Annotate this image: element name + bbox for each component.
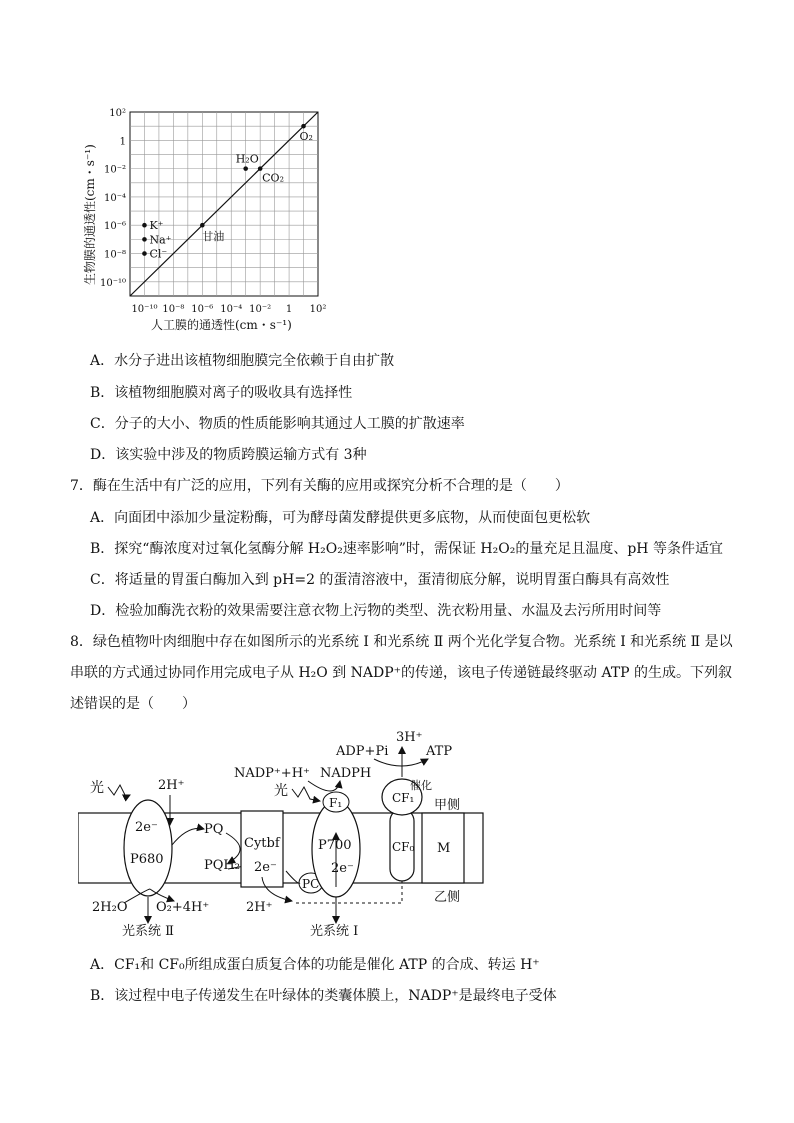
light-label-psii: 光	[90, 780, 104, 796]
data-point	[200, 223, 205, 228]
reference-line	[130, 112, 318, 296]
nadph-label: NADPH	[320, 766, 372, 781]
o2-label: O₂+4H⁺	[156, 900, 210, 915]
point-label: 甘油	[202, 230, 225, 244]
f1-label: F₁	[329, 796, 343, 810]
x-tick-label: 1	[285, 304, 293, 315]
light-label-psi: 光	[274, 783, 288, 799]
photosystem-diagram	[78, 725, 498, 940]
catalyze-label: 催化	[410, 779, 432, 792]
y-tick-label: 10⁻⁴	[103, 192, 126, 204]
light-arrow-psii	[108, 785, 130, 797]
q7-option-a: A．向面团中添加少量淀粉酶，可为酵母菌发酵提供更多底物，从而使面包更松软	[90, 510, 591, 526]
cf0-label: CF₀	[392, 840, 415, 854]
p680-label: P680	[130, 852, 164, 867]
y-tick-label: 10⁻⁶	[103, 221, 126, 233]
psi-electron-label: 2e⁻	[331, 861, 354, 876]
point-label: O₂	[299, 130, 313, 144]
q6-option-a: A．水分子进出该植物细胞膜完全依赖于自由扩散	[90, 353, 395, 369]
q6-option-d: D．该实验中涉及的物质跨膜运输方式有 3种	[90, 447, 367, 463]
pq-label: PQ	[204, 822, 224, 837]
x-tick-label: 10⁻¹⁰	[131, 304, 158, 315]
data-point	[243, 166, 248, 171]
side-b-label: 乙侧	[434, 890, 461, 905]
point-label: Cl⁻	[149, 247, 168, 261]
light-arrow-psi	[292, 787, 320, 801]
x-tick-label: 10⁻⁸	[162, 304, 185, 315]
x-axis-label: 人工膜的通透性(cm・s⁻¹)	[151, 318, 292, 332]
m-label: M	[437, 841, 451, 856]
q8-option-b: B．该过程中电子传递发生在叶绿体的类囊体膜上，NADP⁺是最终电子受体	[90, 988, 557, 1004]
h2o-label: 2H₂O	[92, 900, 128, 915]
cytbf-electron-label: 2e⁻	[254, 860, 277, 875]
q7-option-b: B．探究“酶浓度对过氧化氢酶分解 H₂O₂速率影响”时，需保证 H₂O₂的量充足且温度、pH 等条件适宜	[90, 541, 723, 557]
atp-label: ATP	[426, 744, 453, 759]
q6-option-b: B．该植物细胞膜对离子的吸收具有选择性	[90, 385, 353, 401]
q8-stem-line-3: 述错误的是（ ）	[70, 696, 196, 712]
q8-stem-line-2: 串联的方式通过协同作用完成电子从 H₂O 到 NADP⁺的传递，该电子传递链最终驱动 ATP 的生成。下列叙	[70, 665, 733, 681]
cytbf-label: Cytbf	[244, 836, 280, 851]
pqh2-label: PQH₂	[204, 858, 240, 873]
cf1-label: CF₁	[392, 791, 415, 805]
x-tick-label: 10²	[309, 304, 327, 315]
psii-label: 光系统 Ⅱ	[122, 924, 174, 939]
pc-label: PC	[302, 877, 320, 891]
x-tick-label: 10⁻⁴	[220, 304, 243, 315]
q8-stem-line-1: 8．绿色植物叶肉细胞中存在如图所示的光系统 Ⅰ 和光系统 Ⅱ 两个光化学复合物。光系统 Ⅰ 和光系统 Ⅱ 是以	[70, 634, 733, 650]
y-tick-label: 10²	[109, 108, 126, 119]
data-point	[301, 124, 306, 129]
y-tick-label: 1	[119, 136, 126, 148]
data-point	[258, 166, 263, 171]
y-tick-label: 10⁻⁸	[103, 249, 126, 261]
h-plus-top-label: 2H⁺	[158, 778, 185, 793]
psi-label: 光系统 Ⅰ	[310, 924, 359, 939]
y-axis-label: 生物膜的通透性(cm・s⁻¹)	[83, 144, 97, 285]
point-label: Na⁺	[149, 233, 172, 247]
data-point	[142, 251, 147, 256]
y-tick-label: 10⁻²	[103, 164, 126, 176]
h-plus-bottom-label: 2H⁺	[246, 900, 273, 915]
data-point	[142, 223, 147, 228]
q7-option-c: C．将适量的胃蛋白酶加入到 pH=2 的蛋清溶液中，蛋清彻底分解，说明胃蛋白酶具有高效性	[90, 572, 670, 588]
x-tick-label: 10⁻²	[249, 304, 272, 315]
data-point	[142, 237, 147, 242]
nadp-label: NADP⁺+H⁺	[234, 766, 310, 781]
psii-electron-label: 2e⁻	[135, 820, 158, 835]
permeability-chart	[78, 100, 338, 340]
p700-label: P700	[318, 838, 352, 853]
y-tick-label: 10⁻¹⁰	[99, 277, 126, 289]
psii-complex	[124, 800, 172, 896]
adp-label: ADP+Pi	[336, 744, 389, 759]
point-label: CO₂	[262, 171, 285, 185]
q8-option-a: A．CF₁和 CF₀所组成蛋白质复合体的功能是催化 ATP 的合成、转运 H⁺	[90, 957, 540, 973]
q7-option-d: D．检验加酶洗衣粉的效果需要注意衣物上污物的类型、洗衣粉用量、水温及去污所用时间等	[90, 603, 662, 619]
q7-stem: 7．酶在生活中有广泛的应用，下列有关酶的应用或探究分析不合理的是（ ）	[70, 478, 569, 494]
side-a-label: 甲侧	[434, 798, 461, 813]
x-tick-label: 10⁻⁶	[191, 304, 214, 315]
point-label: H₂O	[235, 152, 259, 166]
point-label: K⁺	[149, 219, 164, 233]
h3-label: 3H⁺	[396, 730, 423, 745]
q6-option-c: C．分子的大小、物质的性质能影响其通过人工膜的扩散速率	[90, 416, 465, 432]
